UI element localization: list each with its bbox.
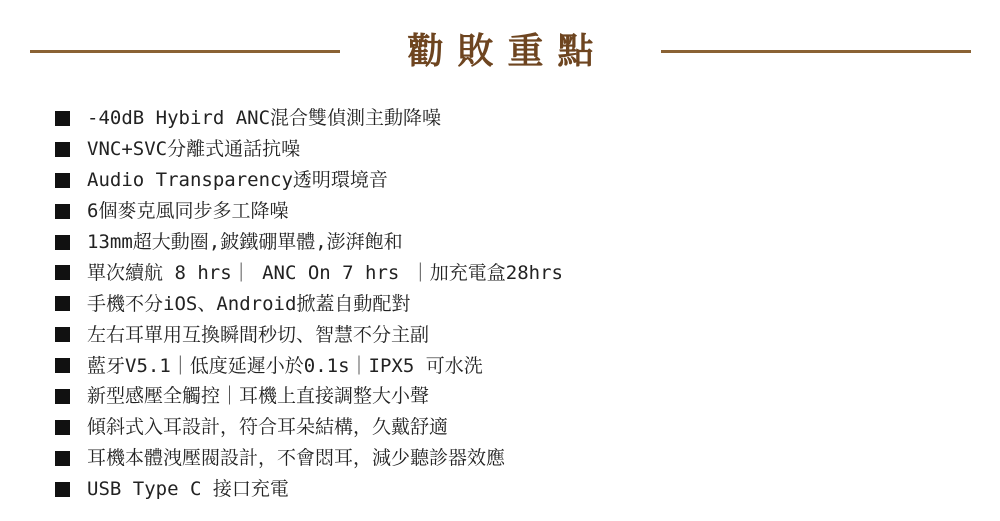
- feature-text: 單次續航 8 hrs｜ ANC On 7 hrs ｜加充電盒28hrs: [87, 261, 563, 284]
- feature-text: 13mm超大動圈,鈹鐵硼單體,澎湃飽和: [87, 231, 403, 253]
- feature-text: 手機不分iOS、Android掀蓋自動配對: [87, 292, 411, 315]
- page-title: 勸敗重點: [407, 31, 608, 72]
- square-bullet-icon: [55, 142, 70, 157]
- feature-text: 藍牙V5.1｜低度延遲小於0.1s｜IPX5 可水洗: [87, 354, 483, 377]
- square-bullet-icon: [55, 173, 70, 188]
- list-item: [55, 474, 563, 505]
- feature-text: Audio Transparency透明環境音: [87, 169, 388, 192]
- square-bullet-icon: [55, 420, 70, 435]
- list-item: [55, 443, 563, 474]
- list-item: [55, 196, 563, 227]
- list-item: [55, 288, 563, 319]
- feature-text: 耳機本體洩壓閥設計，不會悶耳，減少聽診器效應: [87, 447, 506, 470]
- feature-text: 新型感壓全觸控｜耳機上直接調整大小聲: [87, 385, 430, 408]
- list-item: [55, 350, 563, 381]
- square-bullet-icon: [55, 265, 70, 280]
- list-item: [55, 319, 563, 350]
- list-item: [55, 165, 563, 196]
- feature-text: 左右耳單用互換瞬間秒切、智慧不分主副: [87, 323, 430, 346]
- list-item: [55, 134, 563, 165]
- list-item: [55, 381, 563, 412]
- feature-text: -40dB Hybird ANC混合雙偵測主動降噪: [87, 107, 442, 130]
- feature-text: 6個麥克風同步多工降噪: [87, 200, 289, 223]
- feature-text: USB Type C 接口充電: [87, 478, 289, 501]
- list-item: [55, 257, 563, 288]
- square-bullet-icon: [55, 296, 70, 311]
- header-rule-left: [30, 50, 340, 53]
- list-item: [55, 227, 563, 258]
- square-bullet-icon: [55, 235, 70, 250]
- feature-text: 傾斜式入耳設計，符合耳朵結構，久戴舒適: [87, 416, 449, 439]
- square-bullet-icon: [55, 204, 70, 219]
- square-bullet-icon: [55, 358, 70, 373]
- feature-text: VNC+SVC分離式通話抗噪: [87, 138, 301, 161]
- square-bullet-icon: [55, 451, 70, 466]
- square-bullet-icon: [55, 482, 70, 497]
- square-bullet-icon: [55, 111, 70, 126]
- square-bullet-icon: [55, 327, 70, 342]
- feature-list: [55, 103, 563, 505]
- section-header: [0, 24, 1000, 80]
- square-bullet-icon: [55, 389, 70, 404]
- list-item: [55, 412, 563, 443]
- list-item: [55, 103, 563, 134]
- header-rule-right: [661, 50, 971, 53]
